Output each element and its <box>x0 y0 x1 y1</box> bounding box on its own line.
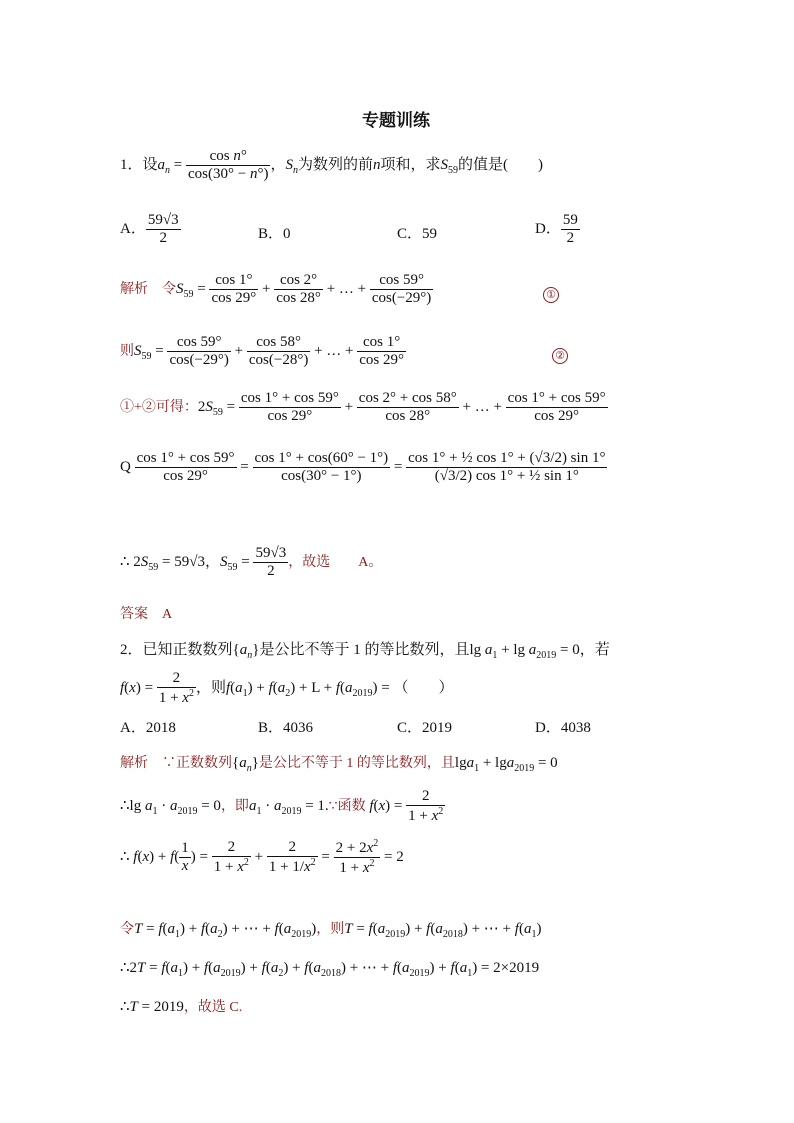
stem-text: （ ） <box>393 680 454 697</box>
question-1-stem: 1．设$a_n$ = $\frac{\text{cos n°}}{\cos(30^\circ - n^\circ)}$ ，$S_n$为数列的前n项和，求$S_{59}$的值是( ) <box>120 148 543 183</box>
solution-label: 解析 <box>120 756 148 771</box>
solution-line-5: ∴ $2S_{59} = 59√3$，$S_{59}$ = $\frac{59√3}{2}$ ，故选 A。 <box>120 545 383 580</box>
solution-text: 令 <box>162 281 176 297</box>
option-c: C．59 <box>397 226 438 242</box>
q2-solution-line-6: ∴T = 2019，故选 C. <box>120 999 243 1015</box>
solution-text: ，即 <box>220 798 249 814</box>
equation-marker-1: ① <box>543 287 559 303</box>
q2-solution-line-4: 令$T = f(a_1) + f(a_2)$ + ⋯ + $f(a_{2019})$，则$T = f(a_{2019}) + f(a_{2018})$ + ⋯ + $f(a_1)$ <box>120 921 542 940</box>
question-number: 2． <box>120 642 143 658</box>
option-label: A． <box>120 221 146 238</box>
page-title: 专题训练 <box>362 111 430 131</box>
solution-choice: A。 <box>358 554 383 570</box>
solution-text: ∵正数数列 <box>162 756 232 771</box>
question-2-function: f(x) = $\frac{2}{1 + x^2}$ ，则$f(a_1) + f(a_2) + L + f(a_{2019})$ = （ ） <box>120 670 454 707</box>
solution-text: ，故选 C. <box>183 1000 243 1015</box>
option-a: A． $\frac{59√3}{2}$ <box>120 212 179 247</box>
stem-text: ，则 <box>195 680 226 697</box>
q2-solution-line-5: ∴2T = $f(a_1) + f(a_{2019}) + f(a_2) + f(a_{2018})$ + ⋯ + $f(a_{2019}) + f(a_1) = 2\times 2019$ <box>120 960 540 979</box>
stem-text: ， <box>270 157 286 174</box>
stem-text: ，若 <box>579 642 610 658</box>
solution-label: 解析 <box>120 281 148 297</box>
solution-text: ∵函数 <box>328 798 366 814</box>
solution-line-1: 解析 令$S_{59}$ = $\frac{\cos 1^\circ}{\cos 29^\circ}$ + $\frac{\cos 2^\circ}{\cos 28^\circ}$ + … + $\frac{\cos 59^\circ}{\cos(-29^\circ)}$ <box>120 272 432 307</box>
solution-text: 令 <box>120 922 134 937</box>
q2-option-c: C．2019 <box>397 720 453 736</box>
equation-marker-2: ② <box>552 348 568 364</box>
solution-text: ①+②可得： <box>120 399 198 415</box>
answer-line-1 <box>120 603 172 623</box>
stem-text: 设 <box>142 157 158 174</box>
solution-text: 则 <box>120 343 134 359</box>
answer-label: 答案 <box>120 607 148 622</box>
stem-text: 已知正数数列 <box>142 642 233 658</box>
stem-text: 项和，求 <box>380 157 441 174</box>
stem-text: 为数列的前 <box>297 157 373 174</box>
solution-text: ，故选 <box>288 554 331 570</box>
solution-line-4: Q $\frac{\cos 1^\circ + \cos 59^\circ}{\cos 29^\circ}$ = $\frac{\cos 1^\circ + \cos(60^\circ - 1^\circ)}{\cos(30^\circ - 1^\circ)}$ = $\frac{\text{cos 1° + ½ cos 1° + (√3/2) sin 1°}}{\text{(√3/2) cos 1° + ½ sin 1°}}$ <box>120 450 606 485</box>
question-number: 1． <box>120 157 143 174</box>
question-2-stem: 2．已知正数数列$\{a_n\}$是公比不等于 1 的等比数列，且$\lg a_1 + \lg a_{2019} = 0$，若 <box>120 642 610 661</box>
option-label: D． <box>535 221 561 238</box>
option-b: B．0 <box>258 226 291 242</box>
option-d: D． $\frac{59}{2}$ <box>535 212 578 247</box>
q2-option-a: A．2018 <box>120 720 176 736</box>
stem-text: 的值是( ) <box>458 157 543 174</box>
q2-option-d: D．4038 <box>535 720 591 736</box>
solution-line-2: 则$S_{59}$ = $\frac{\cos 59^\circ}{\cos(-29^\circ)}$ + $\frac{\cos 58^\circ}{\cos(-28^\circ)}$ + … + $\frac{\cos 1^\circ}{\cos 29^\circ}$ <box>120 334 405 369</box>
q2-solution-line-2: ∴lg $a_1 \cdot a_{2019} = 0$，即$a_1 \cdot a_{2019}$ = 1.∵函数 f(x) = $\frac{2}{1 + x^2}$ <box>120 788 444 825</box>
q2-option-b: B．4036 <box>258 720 314 736</box>
solution-text: 是公比不等于 1 的等比数列，且 <box>258 756 455 771</box>
answer-value: A <box>162 607 173 622</box>
q2-solution-line-3: ∴ f(x) + f( $\frac{1}{x}$ ) = $\frac{2}{1 + x^2}$ + $\frac{2}{1 + 1/x^2}$ = $\frac{2 + 2x^2}{1 + x^2}$ = 2 <box>120 838 404 877</box>
solution-line-3: ①+②可得：$2S_{59}$ = $\frac{\cos 1^\circ + \cos 59^\circ}{\cos 29^\circ}$ + $\frac{\cos 2^\circ + \cos 58^\circ}{\cos 28^\circ}$ + … + $\frac{\cos 1^\circ + \cos 59^\circ}{\cos 29^\circ}$ <box>120 390 606 425</box>
stem-text: 是公比不等于 1 的等比数列，且 <box>259 642 470 658</box>
solution-text: ，则 <box>316 922 345 937</box>
q2-solution-line-1: 解析 ∵正数数列$\{a_n\}$是公比不等于 1 的等比数列，且lga$_1$ + lga$_{2019}$ = 0 <box>120 755 558 774</box>
